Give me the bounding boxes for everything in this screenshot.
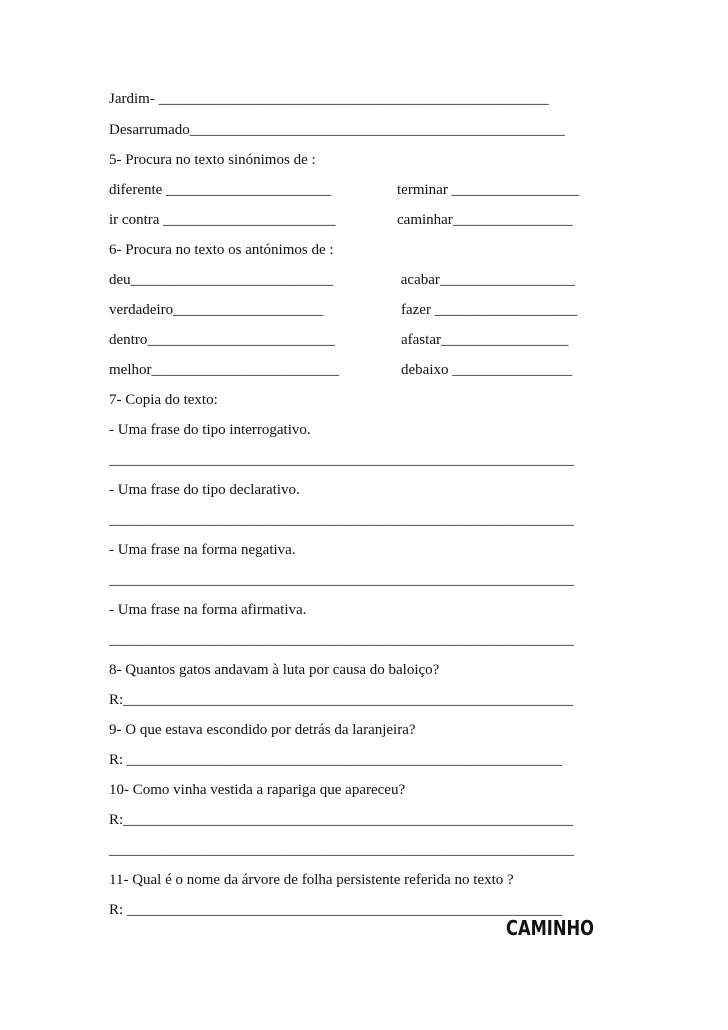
line-diferente: diferente ______________________: [109, 182, 332, 198]
answer-line: R:____________________________________________________________: [109, 812, 574, 828]
answer-line: R:____________________________________________________________: [109, 692, 574, 708]
answer-line: ______________________________________________________________: [109, 572, 574, 588]
answer-line: ______________________________________________________________: [109, 632, 574, 648]
prompt-interrogativo: - Uma frase do tipo interrogativo.: [109, 422, 311, 438]
logo-text: CAMINHO: [506, 916, 594, 940]
answer-line: ______________________________________________________________: [109, 842, 574, 858]
question-8: 8- Quantos gatos andavam à luta por causa do baloiço?: [109, 662, 440, 678]
question-7: 7- Copia do texto:: [109, 392, 218, 408]
line-deu: deu___________________________: [109, 272, 334, 288]
line-ir-contra: ir contra _______________________: [109, 212, 336, 228]
prompt-afirmativa: - Uma frase na forma afirmativa.: [109, 602, 307, 618]
line-dentro: dentro_________________________: [109, 332, 335, 348]
question-11: 11- Qual é o nome da árvore de folha persistente referida no texto ?: [109, 872, 514, 888]
question-6: 6- Procura no texto os antónimos de :: [109, 242, 334, 258]
line-afastar: afastar_________________: [401, 332, 569, 348]
prompt-negativa: - Uma frase na forma negativa.: [109, 542, 296, 558]
line-jardim: Jardim- ____________________________________________________: [109, 91, 549, 107]
line-debaixo: debaixo ________________: [401, 362, 573, 378]
question-10: 10- Como vinha vestida a rapariga que apareceu?: [109, 782, 406, 798]
line-desarrumado: Desarrumado__________________________________________________: [109, 122, 565, 138]
question-5: 5- Procura no texto sinónimos de :: [109, 152, 316, 168]
line-verdadeiro: verdadeiro____________________: [109, 302, 324, 318]
answer-line: ______________________________________________________________: [109, 512, 574, 528]
answer-line: R: __________________________________________________________: [109, 902, 562, 918]
caminho-logo: [506, 916, 596, 938]
line-caminhar: caminhar________________: [397, 212, 573, 228]
line-acabar: acabar__________________: [397, 272, 575, 288]
line-melhor: melhor_________________________: [109, 362, 339, 378]
answer-line: R: __________________________________________________________: [109, 752, 562, 768]
answer-line: ______________________________________________________________: [109, 452, 574, 468]
question-9: 9- O que estava escondido por detrás da laranjeira?: [109, 722, 416, 738]
line-fazer: fazer ___________________: [401, 302, 578, 318]
line-terminar: terminar _________________: [397, 182, 580, 198]
prompt-declarativo: - Uma frase do tipo declarativo.: [109, 482, 300, 498]
